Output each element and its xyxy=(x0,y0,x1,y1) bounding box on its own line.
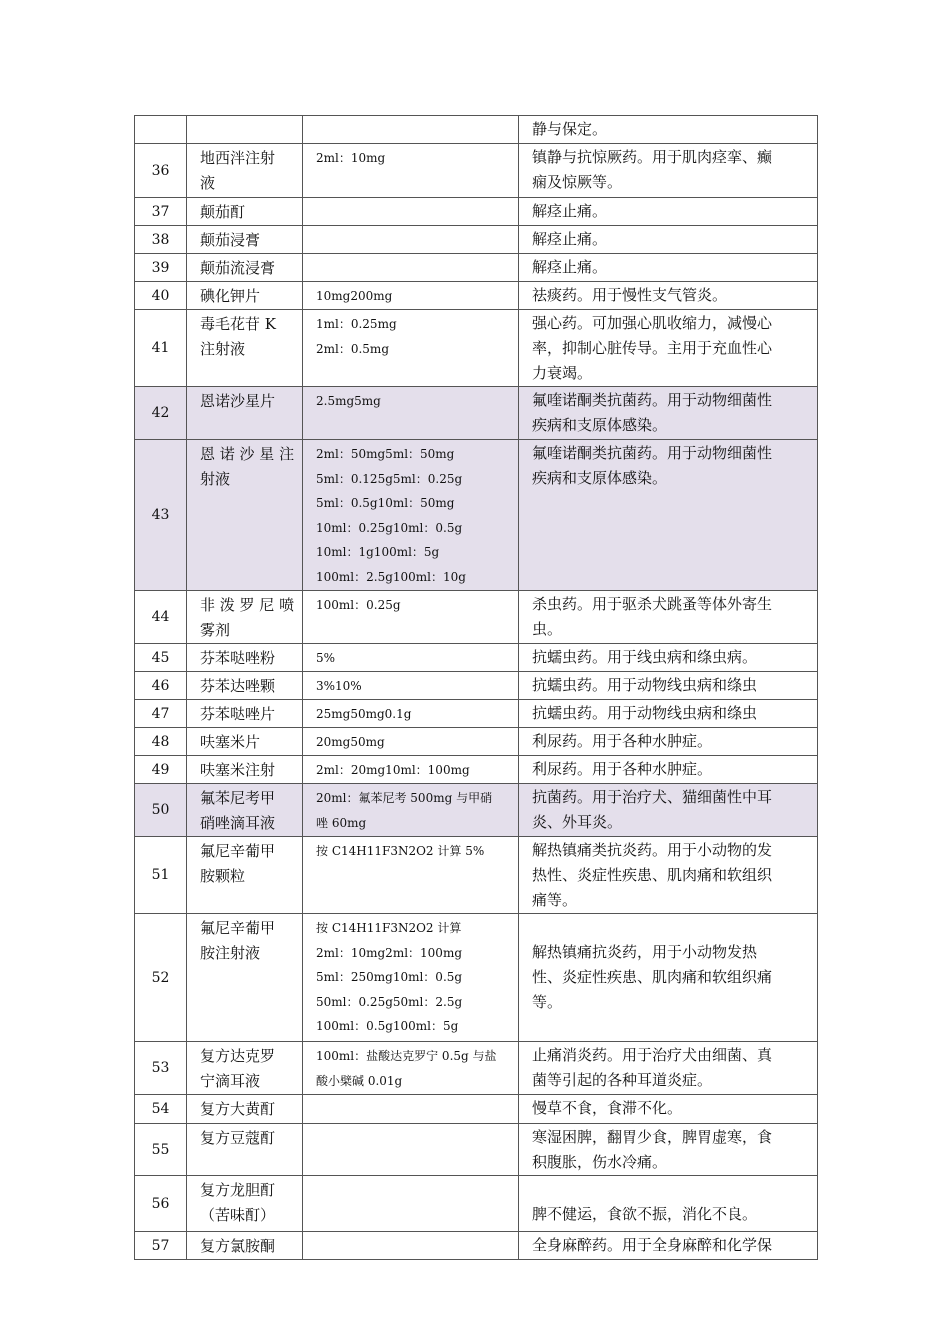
drug-name-cell xyxy=(187,728,303,756)
row-number-cell xyxy=(135,116,187,144)
specification-cell xyxy=(303,914,519,1042)
specification-cell xyxy=(303,254,519,282)
usage-cell-line: 热性、炎症性疾患、肌肉痛和软组织 xyxy=(532,866,773,884)
usage-cell xyxy=(519,756,818,784)
specification-cell xyxy=(303,1095,519,1124)
specification-cell-line: 2ml：50mg5ml：50mg xyxy=(316,447,455,461)
usage-cell xyxy=(519,914,818,1042)
usage-cell-line: 抗蠕虫药。用于动物线虫病和绦虫 xyxy=(532,704,758,722)
usage-cell-line: 解热镇痛类抗炎药。用于小动物的发 xyxy=(532,841,773,859)
drug-name-cell-line: 复方龙胆酊 xyxy=(200,1181,276,1199)
drug-name-cell-line: 氟尼辛葡甲 xyxy=(200,842,276,860)
drug-name-cell xyxy=(187,387,303,440)
row-number-cell: 36 xyxy=(135,144,187,198)
specification-cell-line: 5ml：0.5g10ml：50mg xyxy=(316,496,455,510)
usage-cell-line: 解痉止痛。 xyxy=(532,258,608,276)
drug-name-cell-line: 复方达克罗 xyxy=(200,1047,276,1065)
usage-cell-line: 强心药。可加强心肌收缩力，减慢心 xyxy=(532,314,773,332)
usage-cell xyxy=(519,837,818,914)
table-row xyxy=(135,226,818,254)
usage-cell xyxy=(519,254,818,282)
specification-cell xyxy=(303,700,519,728)
usage-cell xyxy=(519,282,818,310)
specification-cell-line: 5ml：0.125g5ml：0.25g xyxy=(316,471,463,486)
table-row xyxy=(135,254,818,282)
usage-cell xyxy=(519,591,818,644)
drug-name-cell-line: 胺颗粒 xyxy=(200,867,246,885)
specification-cell xyxy=(303,198,519,226)
table-row xyxy=(135,700,818,728)
drug-name-cell-line: 硝唑滴耳液 xyxy=(200,814,276,832)
specification-cell-line: 20mg50mg xyxy=(316,735,385,749)
drug-name-cell-line: 复方豆蔻酊 xyxy=(200,1129,276,1147)
drug-name-cell-line: 地西泮注射 xyxy=(200,149,276,167)
specification-cell xyxy=(303,756,519,784)
drug-name-cell xyxy=(187,1095,303,1124)
specification-cell xyxy=(303,282,519,310)
specification-cell xyxy=(303,387,519,440)
table-row xyxy=(135,310,818,387)
table-row xyxy=(135,116,818,144)
row-number-cell: 56 xyxy=(135,1176,187,1232)
usage-cell xyxy=(519,1124,818,1176)
specification-cell xyxy=(303,226,519,254)
drug-name-cell-line: 颠茄浸膏 xyxy=(200,231,261,249)
drug-name-cell-line: 液 xyxy=(200,174,216,192)
drug-name-cell-line: 恩 诺 沙 星 注 xyxy=(200,445,295,463)
usage-cell xyxy=(519,387,818,440)
table-row xyxy=(135,784,818,837)
table-row xyxy=(135,728,818,756)
usage-cell-line: 祛痰药。用于慢性支气管炎。 xyxy=(532,286,728,304)
usage-cell-line: 止痛消炎药。用于治疗犬由细菌、真 xyxy=(532,1046,773,1064)
usage-cell xyxy=(519,644,818,672)
table-row xyxy=(135,282,818,310)
usage-cell-line: 杀虫药。用于驱杀犬跳蚤等体外寄生 xyxy=(532,595,773,613)
table-row xyxy=(135,756,818,784)
usage-cell xyxy=(519,700,818,728)
row-number-cell: 46 xyxy=(135,672,187,700)
usage-cell xyxy=(519,1232,818,1260)
usage-cell-line: 疾病和支原体感染。 xyxy=(532,469,668,487)
row-number-cell: 57 xyxy=(135,1232,187,1260)
table-row xyxy=(135,672,818,700)
table-row xyxy=(135,1042,818,1095)
table-row xyxy=(135,440,818,591)
row-number-cell: 54 xyxy=(135,1095,187,1124)
specification-cell-line: 2ml：0.5mg xyxy=(316,341,389,356)
usage-cell-line: 利尿药。用于各种水肿症。 xyxy=(532,732,713,750)
specification-cell-line: 50ml：0.25g50ml：2.5g xyxy=(316,994,463,1009)
row-number-cell: 50 xyxy=(135,784,187,837)
usage-cell xyxy=(519,1095,818,1124)
usage-cell-line: 解热镇痛抗炎药，用于小动物发热 xyxy=(532,943,758,961)
specification-cell xyxy=(303,1042,519,1095)
usage-cell-line: 静与保定。 xyxy=(532,120,608,138)
drug-name-cell xyxy=(187,440,303,591)
drug-name-cell-line: 氟苯尼考甲 xyxy=(200,789,276,807)
usage-cell-line: 性、炎症性疾患、肌肉痛和软组织痛 xyxy=(532,968,773,986)
specification-cell-line: 1ml：0.25mg xyxy=(316,317,397,331)
drug-name-cell-line: 胺注射液 xyxy=(200,944,261,962)
specification-cell-line: 5ml：250mg10ml：0.5g xyxy=(316,970,463,984)
table-row xyxy=(135,1095,818,1124)
specification-cell-line: 按 C14H11F3N2O2 计算 5% xyxy=(316,844,485,858)
usage-cell-line xyxy=(532,1177,811,1202)
drug-name-cell-line: 氟尼辛葡甲 xyxy=(200,919,276,937)
specification-cell-line: 25mg50mg0.1g xyxy=(316,707,412,721)
usage-cell-line: 积腹胀，伤水冷痛。 xyxy=(532,1153,668,1171)
row-number-cell: 38 xyxy=(135,226,187,254)
row-number-cell: 44 xyxy=(135,591,187,644)
row-number-cell: 42 xyxy=(135,387,187,440)
specification-cell-line: 10mg200mg xyxy=(316,289,393,303)
usage-cell-line: 脾不健运，食欲不振，消化不良。 xyxy=(532,1205,758,1223)
drug-name-cell-line: 宁滴耳液 xyxy=(200,1072,261,1090)
row-number-cell: 55 xyxy=(135,1124,187,1176)
row-number-cell: 39 xyxy=(135,254,187,282)
specification-cell xyxy=(303,837,519,914)
specification-cell-line: 2ml：20mg10ml：100mg xyxy=(316,763,470,777)
specification-cell xyxy=(303,591,519,644)
drug-name-cell xyxy=(187,837,303,914)
usage-cell xyxy=(519,116,818,144)
drug-name-cell xyxy=(187,116,303,144)
drug-name-cell xyxy=(187,310,303,387)
usage-cell xyxy=(519,198,818,226)
drug-name-cell xyxy=(187,282,303,310)
usage-cell xyxy=(519,440,818,591)
usage-cell xyxy=(519,226,818,254)
drug-name-cell-line: 雾剂 xyxy=(200,621,231,639)
usage-cell-line: 氟喹诺酮类抗菌药。用于动物细菌性 xyxy=(532,444,773,462)
specification-cell-line: 唑 60mg xyxy=(316,815,367,830)
drug-name-cell xyxy=(187,198,303,226)
drug-name-cell-line: 芬苯哒唑粉 xyxy=(200,649,276,667)
drug-name-cell-line: 呋塞米注射 xyxy=(200,761,276,779)
specification-cell-line: 100ml：2.5g100ml：10g xyxy=(316,569,466,584)
drug-name-cell-line: 颠茄流浸膏 xyxy=(200,259,276,277)
drug-name-cell xyxy=(187,1176,303,1232)
drug-name-cell-line: 芬苯达唑颗 xyxy=(200,677,276,695)
specification-cell xyxy=(303,1232,519,1260)
drug-name-cell-line: 碘化钾片 xyxy=(200,287,261,305)
usage-cell-line: 虫。 xyxy=(532,620,563,638)
specification-cell-line: 100ml：0.5g100ml：5g xyxy=(316,1019,459,1033)
drug-name-cell xyxy=(187,672,303,700)
usage-cell-line: 寒湿困脾，翻胃少食，脾胃虚寒，食 xyxy=(532,1128,773,1146)
usage-cell-line: 全身麻醉药。用于全身麻醉和化学保 xyxy=(532,1236,773,1254)
usage-cell-line: 抗蠕虫药。用于线虫病和绦虫病。 xyxy=(532,648,758,666)
usage-cell-line: 炎、外耳炎。 xyxy=(532,813,623,831)
specification-cell-line: 2.5mg5mg xyxy=(316,394,381,408)
drug-name-cell-line: 注射液 xyxy=(200,340,246,358)
usage-cell-line: 等。 xyxy=(532,993,563,1011)
usage-cell-line: 解痉止痛。 xyxy=(532,230,608,248)
usage-cell xyxy=(519,728,818,756)
usage-cell xyxy=(519,1176,818,1232)
drug-name-cell xyxy=(187,914,303,1042)
usage-cell xyxy=(519,144,818,198)
table-row xyxy=(135,198,818,226)
table-row xyxy=(135,144,818,198)
drug-name-cell xyxy=(187,784,303,837)
specification-cell xyxy=(303,644,519,672)
row-number-cell: 48 xyxy=(135,728,187,756)
drug-table xyxy=(134,115,818,1260)
usage-cell-line: 氟喹诺酮类抗菌药。用于动物细菌性 xyxy=(532,391,773,409)
drug-name-cell xyxy=(187,144,303,198)
specification-cell-line: 按 C14H11F3N2O2 计算 xyxy=(316,921,462,935)
usage-cell-line: 镇静与抗惊厥药。用于肌肉痉挛、癫 xyxy=(532,148,773,166)
usage-cell-line: 率，抑制心脏传导。主用于充血性心 xyxy=(532,339,773,357)
usage-cell-line: 抗蠕虫药。用于动物线虫病和绦虫 xyxy=(532,676,758,694)
specification-cell-line: 2ml：10mg xyxy=(316,151,386,165)
specification-cell xyxy=(303,728,519,756)
drug-name-cell xyxy=(187,1124,303,1176)
row-number-cell: 40 xyxy=(135,282,187,310)
drug-name-cell xyxy=(187,1232,303,1260)
specification-cell-line: 20ml：氟苯尼考 500mg 与甲硝 xyxy=(316,791,493,805)
usage-cell-line: 力衰竭。 xyxy=(532,364,593,382)
usage-cell-line xyxy=(532,915,811,940)
drug-name-cell xyxy=(187,700,303,728)
drug-name-cell-line: 恩诺沙星片 xyxy=(200,392,276,410)
drug-name-cell-line: （苦味酊） xyxy=(200,1206,276,1224)
specification-cell-line: 2ml：10mg2ml：100mg xyxy=(316,945,462,960)
table-row xyxy=(135,837,818,914)
table-row xyxy=(135,1232,818,1260)
specification-cell-line: 酸小檗碱 0.01g xyxy=(316,1073,403,1088)
drug-table-body xyxy=(135,116,818,1260)
drug-name-cell xyxy=(187,756,303,784)
specification-cell xyxy=(303,310,519,387)
drug-name-cell xyxy=(187,254,303,282)
specification-cell-line: 100ml：盐酸达克罗宁 0.5g 与盐 xyxy=(316,1049,497,1063)
specification-cell-line: 10ml：1g100ml：5g xyxy=(316,545,440,559)
table-row xyxy=(135,914,818,1042)
usage-cell-line: 解痉止痛。 xyxy=(532,202,608,220)
specification-cell xyxy=(303,116,519,144)
table-row xyxy=(135,387,818,440)
drug-name-cell xyxy=(187,1042,303,1095)
specification-cell xyxy=(303,1176,519,1232)
drug-name-cell-line: 复方氯胺酮 xyxy=(200,1237,276,1255)
usage-cell-line: 菌等引起的各种耳道炎症。 xyxy=(532,1071,713,1089)
table-row xyxy=(135,1124,818,1176)
specification-cell-line: 10ml：0.25g10ml：0.5g xyxy=(316,520,463,535)
usage-cell-line: 抗菌药。用于治疗犬、猫细菌性中耳 xyxy=(532,788,773,806)
drug-name-cell-line: 射液 xyxy=(200,470,231,488)
drug-name-cell xyxy=(187,591,303,644)
usage-cell xyxy=(519,310,818,387)
usage-cell-line: 慢草不食，食滞不化。 xyxy=(532,1099,683,1117)
row-number-cell: 41 xyxy=(135,310,187,387)
specification-cell xyxy=(303,144,519,198)
table-row xyxy=(135,1176,818,1232)
row-number-cell: 52 xyxy=(135,914,187,1042)
drug-name-cell-line: 毒毛花苷 K xyxy=(200,315,276,333)
drug-name-cell-line: 芬苯哒唑片 xyxy=(200,705,276,723)
drug-name-cell xyxy=(187,226,303,254)
usage-cell xyxy=(519,784,818,837)
usage-cell-line: 痛等。 xyxy=(532,891,578,909)
drug-name-cell-line: 呋塞米片 xyxy=(200,733,261,751)
drug-name-cell-line: 颠茄酊 xyxy=(200,203,246,221)
drug-name-cell-line: 复方大黄酊 xyxy=(200,1100,276,1118)
row-number-cell: 51 xyxy=(135,837,187,914)
table-row xyxy=(135,644,818,672)
usage-cell-line: 利尿药。用于各种水肿症。 xyxy=(532,760,713,778)
specification-cell xyxy=(303,784,519,837)
usage-cell-line: 疾病和支原体感染。 xyxy=(532,416,668,434)
specification-cell xyxy=(303,440,519,591)
drug-name-cell xyxy=(187,644,303,672)
specification-cell-line: 5% xyxy=(316,651,336,665)
specification-cell xyxy=(303,1124,519,1176)
row-number-cell: 53 xyxy=(135,1042,187,1095)
specification-cell-line: 100ml：0.25g xyxy=(316,598,401,612)
row-number-cell: 47 xyxy=(135,700,187,728)
row-number-cell: 45 xyxy=(135,644,187,672)
usage-cell-line: 痫及惊厥等。 xyxy=(532,173,623,191)
usage-cell xyxy=(519,672,818,700)
table-row xyxy=(135,591,818,644)
row-number-cell: 43 xyxy=(135,440,187,591)
usage-cell xyxy=(519,1042,818,1095)
row-number-cell: 49 xyxy=(135,756,187,784)
specification-cell-line: 3%10% xyxy=(316,679,362,693)
row-number-cell: 37 xyxy=(135,198,187,226)
drug-name-cell-line: 非 泼 罗 尼 喷 xyxy=(200,596,295,614)
specification-cell xyxy=(303,672,519,700)
